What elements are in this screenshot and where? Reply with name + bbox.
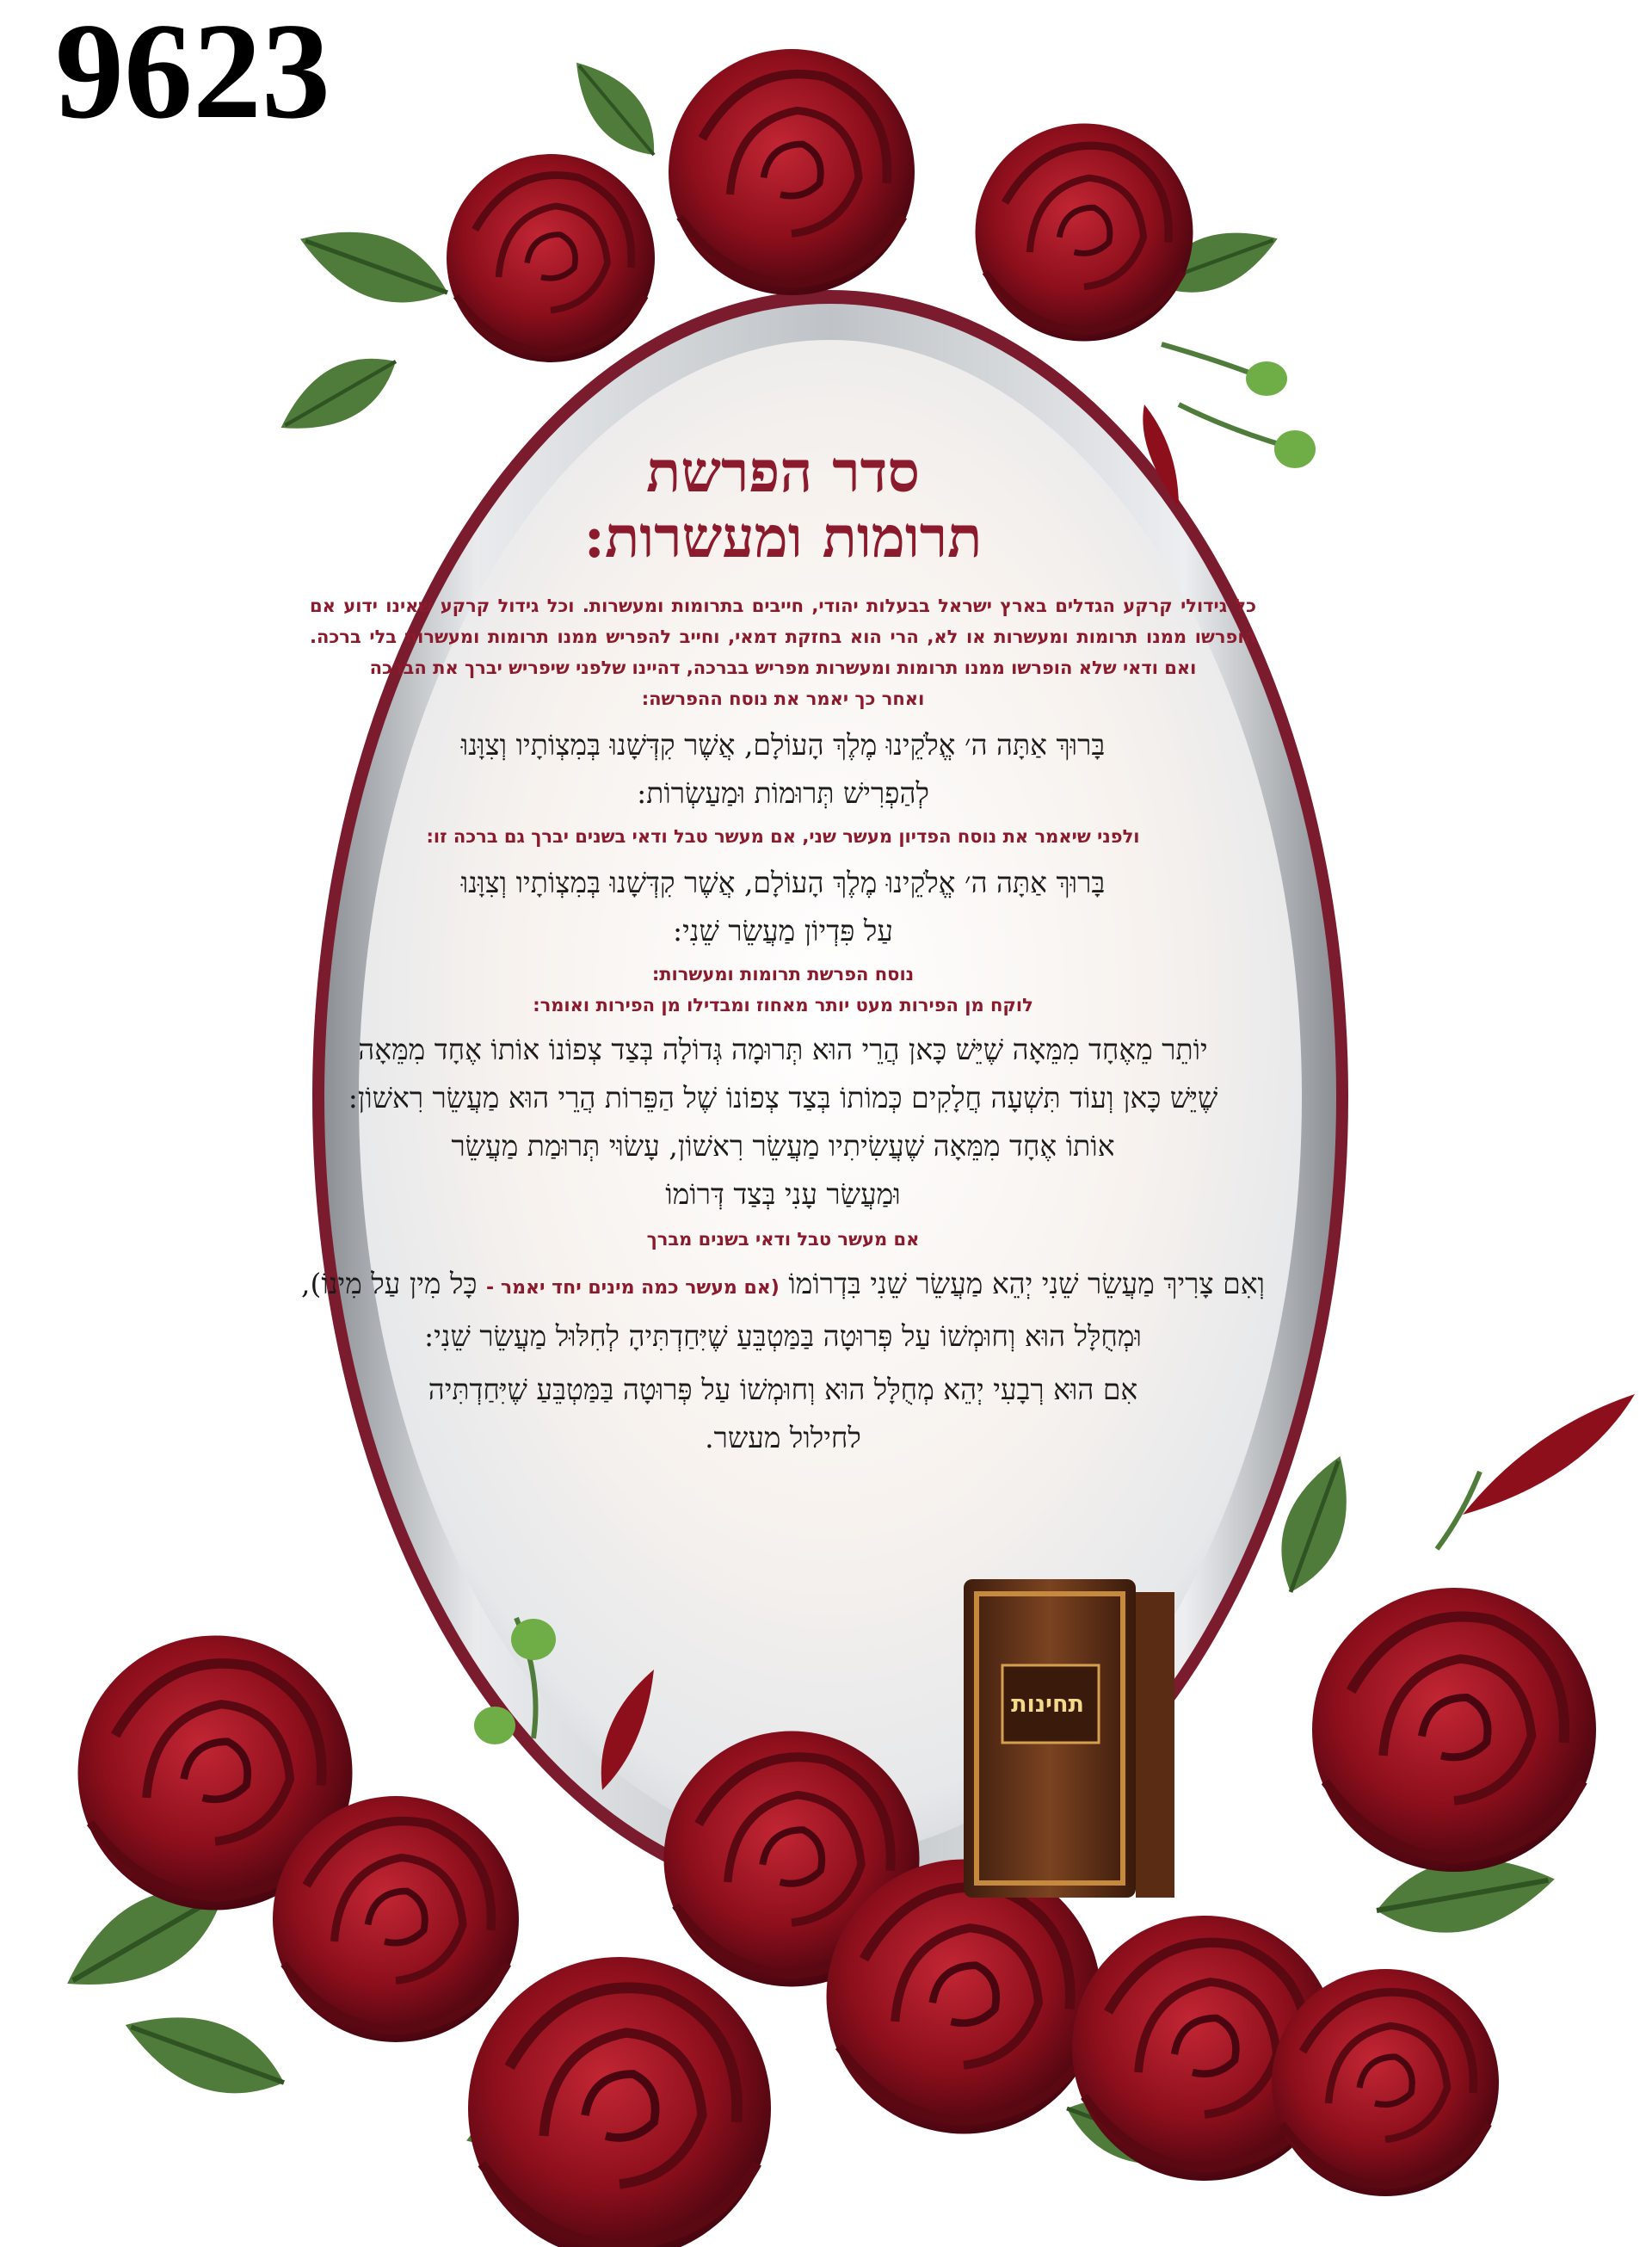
document-content bbox=[301, 439, 1265, 1467]
second-tithe-declaration bbox=[301, 1260, 1265, 1361]
fourth-year-declaration bbox=[301, 1366, 1265, 1462]
title-line-2: תרומות ומעשרות: bbox=[583, 503, 983, 571]
section-heading: נוסח הפרשת תרומות ומעשרות: bbox=[651, 964, 915, 985]
blessing-terumot-line-1: בָּרוּךְ אַתָּה ה׳ אֱלֹקֵינוּ מֶלֶךְ הָעוֹלָם, אֲשֶׁר קִדְּשָׁנוּ בְּמִצְוֹתָיו וְצִוָּנוּ bbox=[460, 728, 1106, 762]
prayer-book-image bbox=[964, 1579, 1174, 1898]
declaration-line-3: אוֹתוֹ אֶחָד מִמֵּאָה שֶׁעֲשִׂיתִיו מַעֲשֵׂר רִאשׁוֹן, עָשׂוּי תְּרוּמַת מַעֲשֵׂר bbox=[451, 1129, 1115, 1163]
note-tevel: אם מעשר טבל ודאי בשנים מברך bbox=[646, 1229, 920, 1250]
intro-paragraph: כל גידולי קרקע הגדלים בארץ ישראל בבעלות יהודי, חייבים בתרומות ומעשרות. וכל גידול קרקע שאינו ידוע אם הופרשו ממנו תרומות ומעשרות או לא, הרי הוא בחזקת דמאי, וחייב להפריש ממנו תרומות ומעשרות בלי ברכה. ואם ודאי שלא הופרשו ממנו תרומות ומעשרות מפריש בברכה, דהיינו שלפני שיפריש יברך את הברכה bbox=[310, 596, 1256, 678]
blessing-terumot bbox=[301, 721, 1265, 818]
second-tithe-inline-note: (אם מעשר כמה מינים יחד יאמר - bbox=[486, 1277, 780, 1299]
blessing-redemption-line-2: עַל פִּדְיוֹן מַעֲשֵׂר שֵׁנִי: bbox=[673, 914, 893, 948]
declaration bbox=[301, 1026, 1265, 1219]
note-before-redemption: ולפני שיאמר את נוסח הפדיון מעשר שני, אם מעשר טבל ודאי בשנים יברך גם ברכה זו: bbox=[426, 826, 1140, 847]
fourth-year-line-2: לחילול מעשר. bbox=[705, 1421, 861, 1454]
intro-end-line: ואחר כך יאמר את נוסח ההפרשה: bbox=[641, 688, 925, 709]
fourth-year-line-1: אִם הוּא רְבָעִי יְהֵא מְחֻלָּל הוּא וְחוּמְשׁוֹ עַל פְּרוּטָה בַּמַּטְבֵּעַ שֶׁיִּחַדְתִּיה bbox=[428, 1373, 1138, 1406]
declaration-line-2: שֶׁיֵּשׁ כָּאן וְעוֹד תִּשְׁעָה חֲלָקִים כְּמוֹתוֹ בְּצַד צְפוֹנוֹ שֶׁל הַפֵּרוֹת הֲרֵי הוּא מַעֲשֵׂר רִאשׁוֹן: bbox=[348, 1081, 1218, 1114]
declaration-line-4: וּמַעֲשַׂר עָנִי בְּצַד דְּרוֹמוֹ bbox=[665, 1177, 901, 1211]
blessing-redemption bbox=[301, 859, 1265, 955]
second-tithe-part-2: כָּל מִין עַל מִינוֹ), וּמְחֻלָּל הוּא וְחוּמְשׁוֹ עַל פְּרוּטָה בַּמַּטְבֵּעַ שֶׁיִּחַדְתִּיהָ לְחִלּוּל מַעֲשֵׂר שֵׁנִי: bbox=[301, 1267, 1142, 1353]
title-line-1: סדר הפרשת bbox=[646, 438, 920, 505]
blessing-redemption-line-1: בָּרוּךְ אַתָּה ה׳ אֱלֹקֵינוּ מֶלֶךְ הָעוֹלָם, אֲשֶׁר קִדְּשָׁנוּ בְּמִצְוֹתָיו וְצִוָּנוּ bbox=[460, 866, 1106, 899]
instruction-line: לוקח מן הפירות מעט יותר מאחוז ומבדילו מן הפירות ואומר: bbox=[533, 995, 1033, 1015]
product-code: 9623 bbox=[55, 0, 330, 147]
second-tithe-part-1: וְאִם צָרִיךְ מַעֲשֵׂר שֵׁנִי יְהֵא מַעֲשֵׂר שֵׁנִי בִּדְרוֹמוֹ bbox=[788, 1267, 1265, 1300]
blessing-terumot-line-2: לְהַפְרִישׁ תְּרוּמוֹת וּמַעַשְׂרוֹת: bbox=[637, 776, 929, 810]
declaration-line-1: יוֹתֵר מֵאֶחָד מִמֵּאָה שֶׁיֵּשׁ כָּאן הֲרֵי הוּא תְּרוּמָה גְּדוֹלָה בְּצַד צְפוֹנוֹ אוֹתוֹ אֶחָד מִמֵּאָה bbox=[358, 1033, 1208, 1066]
book-cover-title: תחינות bbox=[1011, 1691, 1084, 1718]
